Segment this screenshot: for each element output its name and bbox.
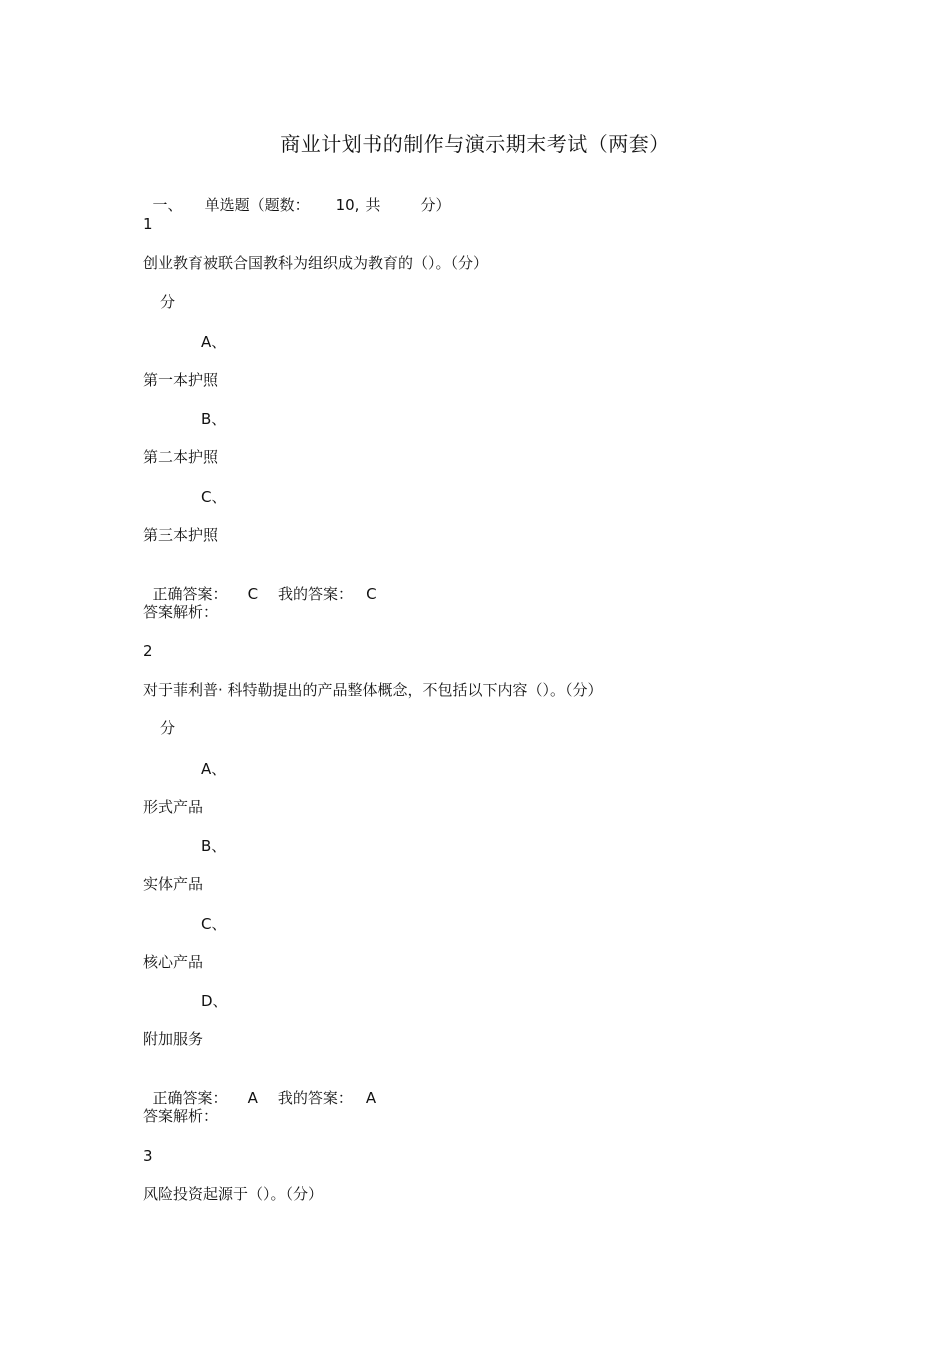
option-letter: B、 — [201, 837, 227, 855]
option-letter: C、 — [201, 915, 227, 933]
answer-row — [143, 564, 377, 604]
option-text: 附加服务 — [143, 1030, 204, 1048]
question-number: 1 — [143, 215, 153, 233]
question-text: 创业教育被联合国教科为组织成为教育的（）。（分） — [143, 254, 489, 272]
option-text: 形式产品 — [143, 798, 204, 816]
score-unit: 分） — [420, 196, 451, 214]
question-number: 2 — [143, 642, 153, 660]
section-heading — [143, 175, 450, 215]
document-title: 商业计划书的制作与演示期末考试（两套） — [280, 132, 670, 156]
my-answer-label: 我的答案： — [277, 1089, 353, 1107]
correct-answer-label: 正确答案： — [152, 1089, 228, 1107]
my-answer-value: A — [365, 1089, 377, 1107]
answer-analysis-label: 答案解析： — [143, 1107, 219, 1125]
answer-row — [143, 1068, 376, 1108]
correct-answer-value: C — [247, 585, 259, 603]
my-answer-label: 我的答案： — [278, 585, 354, 603]
question-count: 10, — [335, 196, 360, 214]
option-letter: B、 — [201, 410, 227, 428]
answer-analysis-label: 答案解析： — [143, 603, 219, 621]
question-text: 风险投资起源于（）。（分） — [143, 1185, 324, 1203]
option-text: 第一本护照 — [143, 371, 219, 389]
option-text: 第二本护照 — [143, 448, 219, 466]
option-text: 实体产品 — [143, 875, 204, 893]
option-text: 核心产品 — [143, 953, 204, 971]
correct-answer-label: 正确答案： — [152, 585, 228, 603]
option-letter: D、 — [201, 992, 228, 1010]
question-text: 对于菲利普· 科特勒提出的产品整体概念，不包括以下内容（）。（分） — [143, 681, 603, 699]
question-score: 分 — [160, 293, 176, 311]
section-name: 单选题（题数： — [204, 196, 310, 214]
option-letter: A、 — [201, 760, 227, 778]
option-letter: A、 — [201, 333, 227, 351]
question-score: 分 — [160, 719, 176, 737]
section-number: 一、 — [152, 196, 183, 214]
correct-answer-value: A — [247, 1089, 258, 1107]
total-label: 共 — [365, 196, 381, 214]
option-text: 第三本护照 — [143, 526, 219, 544]
my-answer-value: C — [366, 585, 377, 603]
question-number: 3 — [143, 1147, 153, 1165]
option-letter: C、 — [201, 488, 227, 506]
